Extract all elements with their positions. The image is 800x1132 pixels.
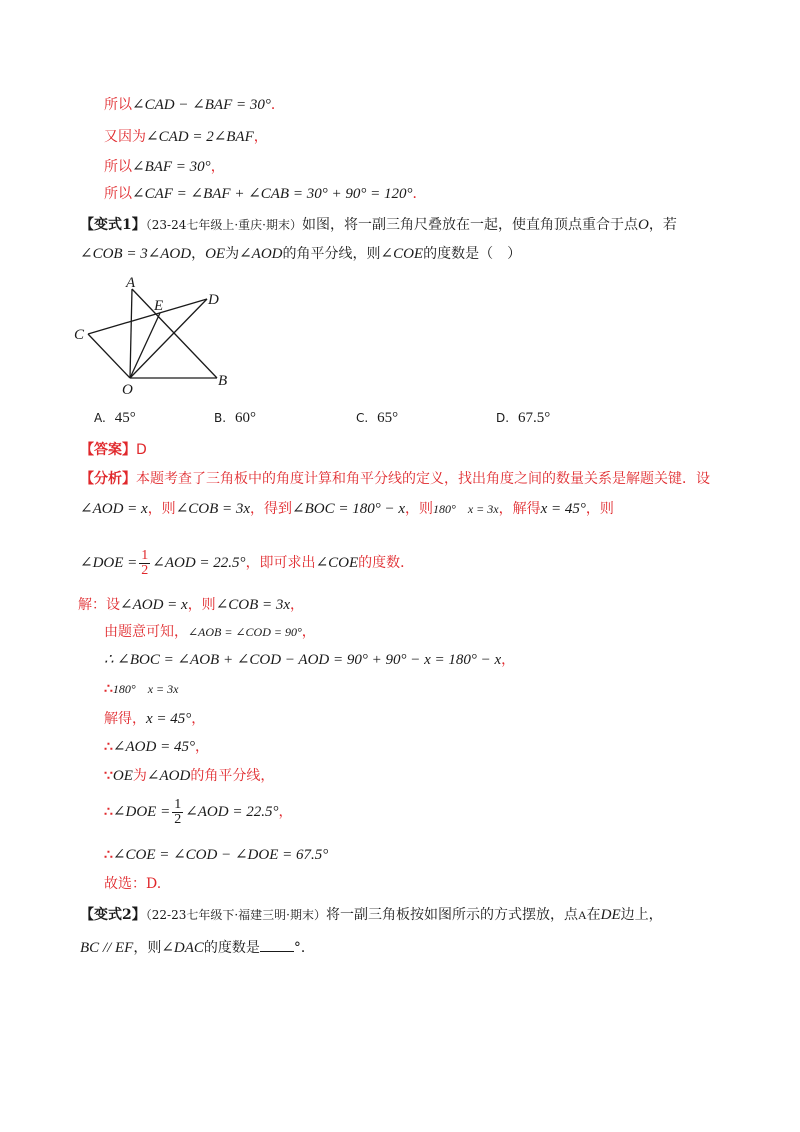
answer-blank[interactable] xyxy=(260,937,294,952)
variant2-question-line-1: 【变式2】（22-23七年级下·福建三明·期末）将一副三角板按如图所示的方式摆放，点A在DE边上， xyxy=(80,907,663,923)
solution-line-9: ∴∠COE = ∠COD − ∠DOE = 67.5° xyxy=(104,847,329,863)
option-d[interactable]: D. 67.5° xyxy=(496,410,551,426)
top-line-2: 又因为∠CAD = 2∠BAF， xyxy=(104,129,268,145)
segment-CO xyxy=(88,334,130,378)
geometry-figure xyxy=(70,272,250,397)
option-a[interactable]: A. 45° xyxy=(94,410,136,426)
label-A: A xyxy=(126,275,136,291)
answer-line: 【答案】D xyxy=(80,442,147,458)
label-O: O xyxy=(122,382,133,397)
label-E: E xyxy=(154,298,164,314)
solution-line-10: 故选：D. xyxy=(104,876,162,892)
analysis-line-1: 【分析】本题考查了三角板中的角度计算和角平分线的定义，找出角度之间的数量关系是解题关键．设 xyxy=(80,471,710,487)
variant2-tag: 【变式2】 xyxy=(80,907,146,923)
variant1-question-line-2: ∠COB = 3∠AOD，OE为∠AOD的角平分线，则∠COE的度数是（ ） xyxy=(80,246,522,262)
variant1-question-line-1: 【变式1】（23-24七年级上·重庆·期末）如图，将一副三角尺叠放在一起，使直角顶点重合于点O，若 xyxy=(80,217,677,233)
option-b[interactable]: B. 60° xyxy=(214,410,256,426)
segment-OE xyxy=(130,313,160,378)
variant2-source: （22-23七年级下·福建三明·期末） xyxy=(145,908,326,922)
solution-line-2: 由题意可知，∠AOB = ∠COD = 90°， xyxy=(104,624,316,640)
solution-line-8: ∴∠DOE = $\frac{1}{2}$ ∠AOD = 22.5°， xyxy=(104,796,293,827)
label-D: D xyxy=(208,292,219,308)
analysis-line-3: ∠DOE = $\frac{1}{2}$ ∠AOD = 22.5°，即可求出∠COE的度数． xyxy=(80,547,415,578)
solution-line-4: ∴180° x = 3x xyxy=(104,681,179,697)
label-C: C xyxy=(74,327,85,343)
fraction-half: $\frac{1}{2}$ xyxy=(141,547,149,578)
top-line-4: 所以∠CAF = ∠BAF + ∠CAB = 30° + 90° = 120°． xyxy=(104,186,427,202)
variant1-tag: 【变式1】 xyxy=(80,217,146,233)
solution-line-7: ∵OE为∠AOD的角平分线， xyxy=(104,768,275,784)
solution-line-3: ∴ ∠BOC = ∠AOB + ∠COD − AOD = 90° + 90° − x = 180° − x， xyxy=(104,652,516,668)
solution-line-5: 解得，x = 45°， xyxy=(104,711,206,727)
segment-AO xyxy=(130,289,132,378)
fraction-half-2: $\frac{1}{2}$ xyxy=(174,796,182,827)
variant2-question-line-2: BC // EF，则∠DAC的度数是 °． xyxy=(80,937,315,958)
answer-value: D xyxy=(136,442,147,458)
solution-line-1: 解：设∠AOD = x，则∠COB = 3x， xyxy=(78,597,305,613)
solution-line-6: ∴∠AOD = 45°， xyxy=(104,739,209,755)
label-B: B xyxy=(218,373,228,389)
top-line-1: 所以∠CAD − ∠BAF = 30°． xyxy=(104,97,285,113)
top-line-3: 所以∠BAF = 30°， xyxy=(104,159,225,175)
variant1-source: （23-24七年级上·重庆·期末） xyxy=(145,218,302,232)
analysis-line-2: ∠AOD = x，则∠COB = 3x，得到∠BOC = 180° − x，则180° x = 3x，解得x = 45°，则 xyxy=(80,501,614,517)
option-c[interactable]: C. 65° xyxy=(356,410,399,426)
